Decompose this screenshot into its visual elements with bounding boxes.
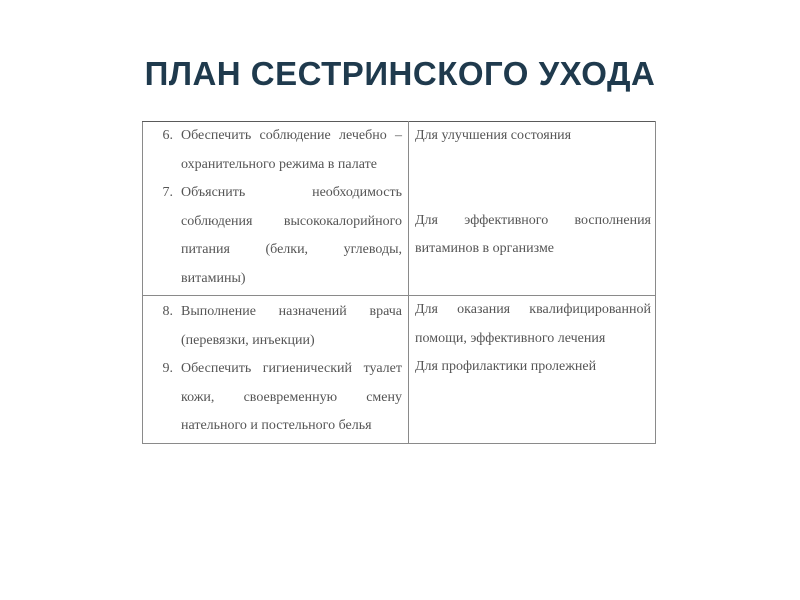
- nursing-plan-table: [142, 121, 656, 444]
- table-row: [143, 122, 656, 296]
- spacer: [415, 151, 651, 207]
- slide-title: ПЛАН СЕСТРИНСКОГО УХОДА: [144, 55, 656, 92]
- reason-text: Для профилактики пролежней: [415, 359, 597, 374]
- list-item: [147, 179, 402, 293]
- item-number: 7.: [162, 185, 173, 200]
- reason-text: Для оказания квалифицированной помощи, эффективного лечения: [415, 302, 651, 346]
- item-text: Обеспечить гигиенический туалет кожи, своевременную смену нательного и постельного белья: [181, 361, 402, 433]
- table-cell-actions: [143, 122, 409, 296]
- list-item: [147, 122, 402, 179]
- list-item: [147, 298, 402, 355]
- reason-text: Для улучшения состояния: [415, 128, 572, 143]
- reason-text: Для эффективного восполнения витаминов в организме: [415, 212, 651, 256]
- table-cell-reasons: [409, 122, 656, 296]
- table-cell-actions: [143, 296, 409, 444]
- item-text: Выполнение назначений врача (перевязки, инъекции): [181, 304, 402, 348]
- item-text: Объяснить необходимость соблюдения высококалорийного питания (белки, углеводы, витамины): [181, 185, 402, 286]
- table-row: [143, 296, 656, 444]
- list-item: [147, 355, 402, 441]
- table-cell-reasons: [409, 296, 656, 444]
- item-number: 9.: [162, 361, 173, 376]
- item-number: 8.: [162, 304, 173, 319]
- item-text: Обеспечить соблюдение лечебно – охранительного режима в палате: [181, 128, 402, 172]
- item-number: 6.: [162, 128, 173, 143]
